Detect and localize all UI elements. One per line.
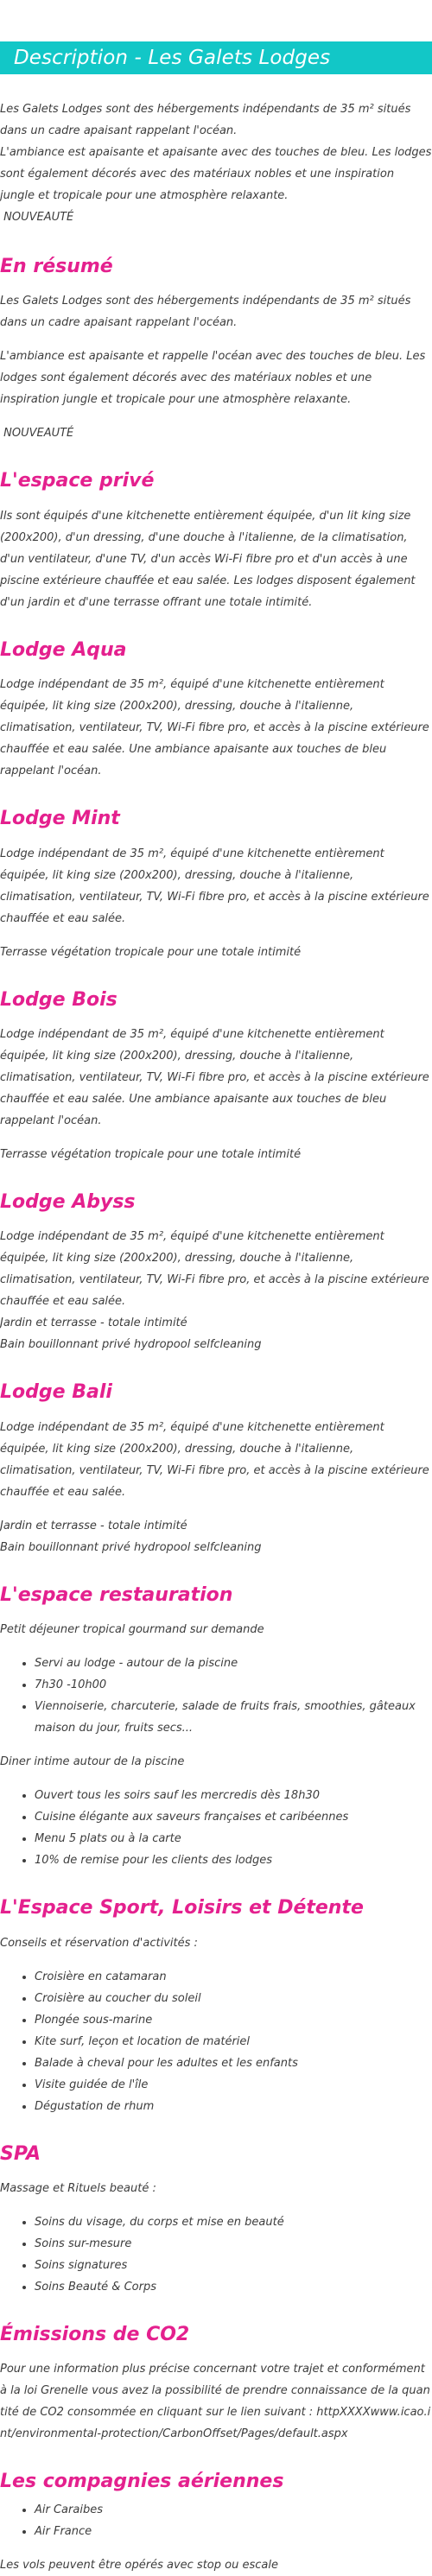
lodge-abyss-section [0, 1191, 432, 1355]
airlines-section [0, 2471, 432, 2575]
list-item: • Dégustation de rhum [35, 2096, 432, 2117]
restauration-section [0, 1584, 432, 1871]
main-content [0, 98, 432, 2576]
list-item: • Air Caraibes [35, 2499, 432, 2521]
description-header [0, 41, 432, 74]
lodge-bois-section [0, 989, 432, 1165]
activities-list [0, 1966, 432, 2117]
list-item: • Cuisine élégante aux saveurs françaises et caribéennes [35, 1806, 432, 1828]
list-item: • Visite guidée de l'île [35, 2074, 432, 2096]
resume-section [0, 256, 432, 444]
intro-line-1: Les Galets Lodges sont des hébergements indépendants de 35 m² situés dans un cadre apaisant rappelant l'océan. [0, 103, 411, 137]
resume-paragraph-1: Les Galets Lodges sont des hébergements indépendants de 35 m² situés dans un cadre apaisant rappelant l'océan. [0, 295, 411, 330]
list-item: • Plongée sous-marine [35, 2009, 432, 2031]
spa-section [0, 2143, 432, 2298]
section-title-co2: Émissions de CO2 [0, 2323, 190, 2345]
section-title-lodge-aqua: Lodge Aqua [0, 638, 127, 661]
section-title-espace-prive: L'espace privé [0, 470, 155, 492]
section-title-resume: En résumé [0, 256, 113, 277]
list-item: • 10% de remise pour les clients des lodges [35, 1850, 432, 1871]
list-item: • Balade à cheval pour les adultes et les enfants [35, 2053, 432, 2074]
lodge-abyss-paragraph: Lodge indépendant de 35 m², équipé d'une kitchenette entièrement équipée, lit king size (200x200), dressing, douche à l'italienne, climatisation, ventilateur, TV, Wi-Fi fibre pro, et accès à la piscine extérieure chauffée et eau salée. [0, 1230, 429, 1309]
list-item: • Soins signatures [35, 2255, 432, 2276]
section-title-lodge-bali: Lodge Bali [0, 1381, 112, 1404]
resume-paragraph-2: L'ambiance est apaisante et rappelle l'océan avec des touches de bleu. Les lodges sont également décorés avec des matériaux nobles et une inspiration jungle et tropicale pour une atmosphère relaxante. [0, 350, 426, 407]
section-title-airlines: Les compagnies aériennes [0, 2471, 284, 2493]
lodge-bali-jardin: Jardin et terrasse - totale intimité [0, 1519, 187, 1532]
espace-prive-paragraph: Ils sont équipés d'une kitchenette entièrement équipée, d'un lit king size (200x200), d'un dressing, d'une douche à l'italienne, de la climatisation, d'un ventilateur, d'une TV, d'un accès Wi-Fi fibre pro et d'un accès à une piscine extérieure chauffée et eau salée. Les lodges disposent également d'un jardin et d'une terrasse offrant une totale intimité. [0, 509, 416, 609]
lodge-abyss-jardin: Jardin et terrasse - totale intimité [0, 1317, 187, 1330]
lodge-aqua-section [0, 639, 432, 782]
resume-badge: NOUVEAUTÉ [0, 427, 74, 441]
lodge-mint-paragraph: Lodge indépendant de 35 m², équipé d'une kitchenette entièrement équipée, lit king size (200x200), dressing, douche à l'italienne, climatisation, ventilateur, TV, Wi-Fi fibre pro, et accès à la piscine extérieure chauffée et eau salée. [0, 847, 429, 925]
list-item: • Croisière au coucher du soleil [35, 1988, 432, 2009]
airlines-note: Les vols peuvent être opérés avec stop ou escale [0, 2558, 278, 2572]
section-title-lodge-mint: Lodge Mint [0, 808, 120, 830]
section-title-sport: L'Espace Sport, Loisirs et Détente [0, 1897, 364, 1919]
list-item: • Kite surf, leçon et location de matériel [35, 2031, 432, 2053]
spa-intro: Massage et Rituels beauté : [0, 2181, 156, 2195]
dinner-list [0, 1785, 432, 1871]
section-title-restauration: L'espace restauration [0, 1583, 233, 1606]
lodge-mint-section [0, 808, 432, 962]
sport-intro: Conseils et réservation d'activités : [0, 1936, 198, 1950]
list-item: • Viennoiserie, charcuterie, salade de fruits frais, smoothies, gâteaux maison du jour, fruits secs... [35, 1696, 432, 1739]
espace-prive-section [0, 470, 432, 612]
list-item: • Croisière en catamaran [35, 1966, 432, 1988]
intro-badge: NOUVEAUTÉ [0, 211, 74, 224]
co2-section [0, 2324, 432, 2445]
spa-list [0, 2211, 432, 2298]
airlines-list [0, 2499, 432, 2542]
page-title: Description - Les Galets Lodges [14, 47, 331, 69]
lodge-bois-terrasse: Terrasse végétation tropicale pour une totale intimité [0, 1147, 302, 1161]
sport-section [0, 1897, 432, 2116]
lodge-aqua-paragraph: Lodge indépendant de 35 m², équipé d'une kitchenette entièrement équipée, lit king size (200x200), dressing, douche à l'italienne, climatisation, ventilateur, TV, Wi-Fi fibre pro, et accès à la piscine extérieure chauffée et eau salée. Une ambiance apaisante aux touches de bleu rappelant l'océan. [0, 678, 429, 778]
section-title-lodge-bois: Lodge Bois [0, 988, 118, 1011]
lodge-bali-section [0, 1381, 432, 1558]
intro-line-2: L'ambiance est apaisante et apaisante avec des touches de bleu. Les lodges sont également décorés avec des matériaux nobles et une inspiration jungle et tropicale pour une atmosphère relaxante. [0, 146, 432, 202]
list-item: • 7h30 -10h00 [35, 1674, 432, 1696]
lodge-bali-bain: Bain bouillonnant privé hydropool selfcleaning [0, 1540, 262, 1554]
list-item: • Menu 5 plats ou à la carte [35, 1828, 432, 1850]
list-item: • Soins sur-mesure [35, 2233, 432, 2255]
list-item: • Ouvert tous les soirs sauf les mercredis dès 18h30 [35, 1785, 432, 1806]
restauration-dinner-intro: Diner intime autour de la piscine [0, 1755, 185, 1769]
lodge-abyss-bain: Bain bouillonnant privé hydropool selfcleaning [0, 1338, 262, 1352]
breakfast-list [0, 1653, 432, 1739]
section-title-lodge-abyss: Lodge Abyss [0, 1190, 136, 1213]
section-title-spa: SPA [0, 2142, 41, 2165]
lodge-bali-paragraph: Lodge indépendant de 35 m², équipé d'une kitchenette entièrement équipée, lit king size (200x200), dressing, douche à l'italienne, climatisation, ventilateur, TV, Wi-Fi fibre pro, et accès à la piscine extérieure chauffée et eau salée. [0, 1420, 429, 1499]
list-item: • Servi au lodge - autour de la piscine [35, 1653, 432, 1674]
restauration-breakfast-intro: Petit déjeuner tropical gourmand sur demande [0, 1623, 264, 1637]
lodge-mint-terrasse: Terrasse végétation tropicale pour une totale intimité [0, 945, 302, 959]
list-item: • Soins du visage, du corps et mise en beauté [35, 2211, 432, 2233]
list-item: • Soins Beauté & Corps [35, 2276, 432, 2298]
intro-section [0, 98, 432, 228]
list-item: • Air France [35, 2521, 432, 2542]
co2-paragraph: Pour une information plus précise concernant votre trajet et conformément à la loi Grenelle vous avez la possibilité de prendre connaissance de la quantité de CO2 consommée en cliquant sur le lien suivant : httpXXXXwww.icao.int/environmental-protection/CarbonOffset/Pages/default.aspx [0, 2363, 431, 2441]
lodge-bois-paragraph: Lodge indépendant de 35 m², équipé d'une kitchenette entièrement équipée, lit king size (200x200), dressing, douche à l'italienne, climatisation, ventilateur, TV, Wi-Fi fibre pro, et accès à la piscine extérieure chauffée et eau salée. Une ambiance apaisante aux touches de bleu rappelant l'océan. [0, 1027, 429, 1127]
